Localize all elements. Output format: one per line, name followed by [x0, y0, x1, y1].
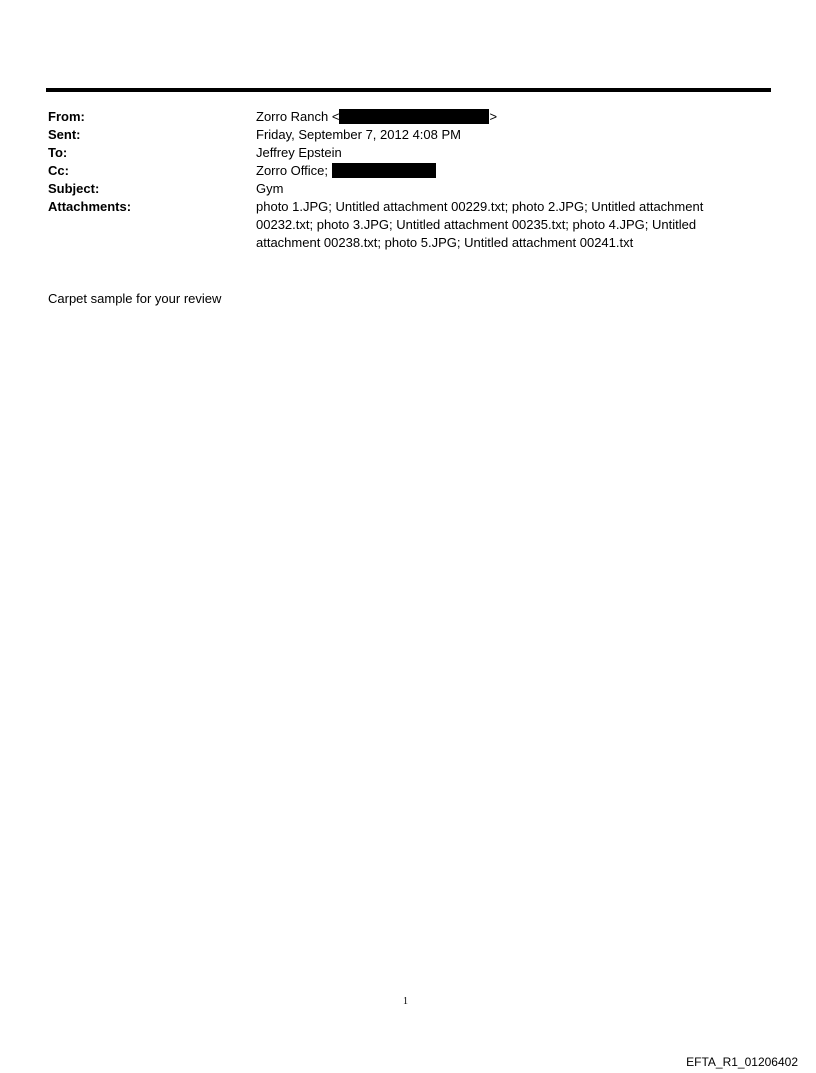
- to-value: Jeffrey Epstein: [256, 145, 342, 160]
- subject-value: Gym: [256, 181, 284, 196]
- redaction-box: [339, 109, 489, 124]
- redaction-box: [332, 163, 436, 178]
- document-id: EFTA_R1_01206402: [686, 1055, 798, 1069]
- attachments-label: Attachments:: [48, 199, 132, 214]
- cc-label: Cc:: [48, 163, 69, 178]
- cc-value: [256, 162, 748, 180]
- from-bracket-open: <: [331, 109, 340, 124]
- cc-name: Zorro Office;: [256, 163, 329, 178]
- subject-row: [48, 180, 748, 198]
- email-header: [48, 108, 748, 252]
- from-label: From:: [48, 109, 85, 124]
- to-label: To:: [48, 145, 68, 160]
- page-number: 1: [403, 996, 408, 1007]
- sent-label: Sent:: [48, 127, 81, 142]
- subject-label: Subject:: [48, 181, 100, 196]
- from-bracket-close: >: [489, 109, 498, 124]
- from-name: Zorro Ranch: [256, 109, 329, 124]
- email-body: Carpet sample for your review: [48, 291, 222, 306]
- from-value: [256, 108, 748, 126]
- header-divider: [46, 88, 771, 92]
- sent-value: Friday, September 7, 2012 4:08 PM: [256, 127, 461, 142]
- sent-row: [48, 126, 748, 144]
- cc-row: [48, 162, 748, 180]
- attachments-row: [48, 198, 748, 252]
- to-row: [48, 144, 748, 162]
- attachments-value: photo 1.JPG; Untitled attachment 00229.txt; photo 2.JPG; Untitled attachment 00232.txt; photo 3.JPG; Untitled attachment 00235.txt; photo 4.JPG; Untitled attachment 00238.txt; photo 5.JPG; Untitled attachment 00241.txt: [256, 199, 704, 250]
- from-row: [48, 108, 748, 126]
